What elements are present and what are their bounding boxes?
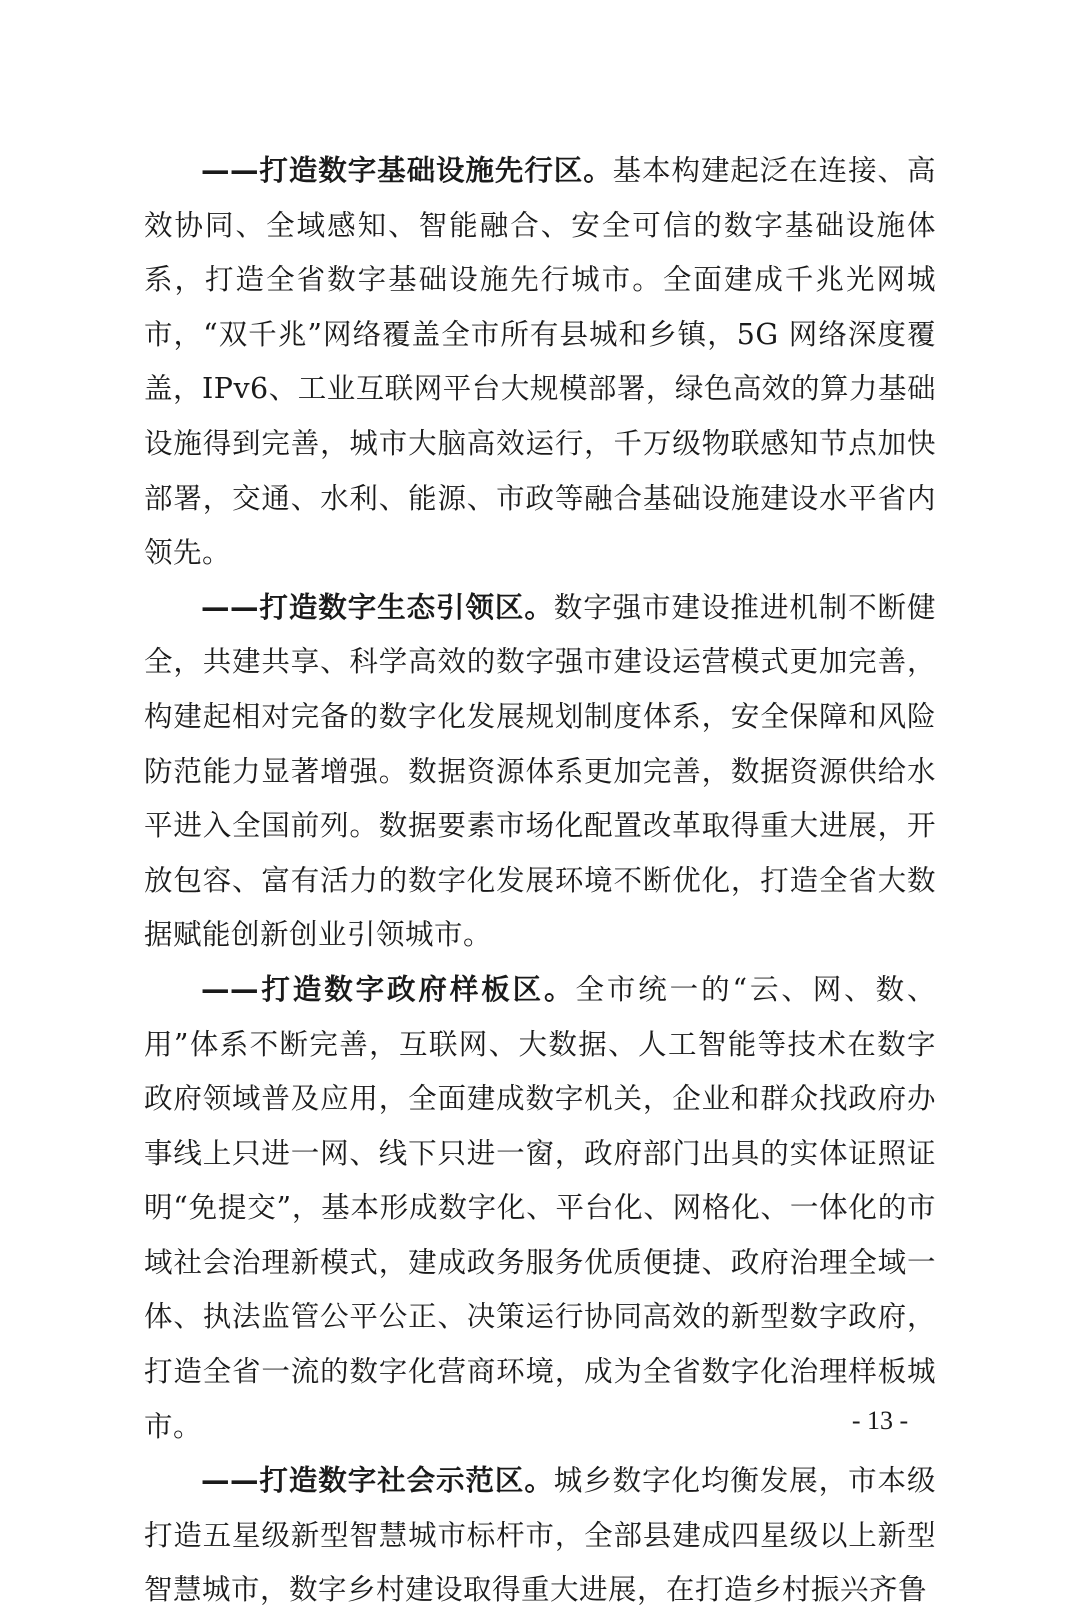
paragraph-body: 基本构建起泛在连接、高效协同、全域感知、智能融合、安全可信的数字基础设施体系，打造全省数字基础设施先行城市。全面建成千兆光网城市，“双千兆”网络覆盖全市所有县城和乡镇，5G 网络深度覆盖，IPv6、工业互联网平台大规模部署，绿色高效的算力基础设施得到完善，城市大脑高效运行，千万级物联感知节点加快部署，交通、水利、能源、市政等融合基础设施建设水平省内领先。 — [144, 154, 936, 570]
paragraph-body: 全市统一的“云、网、数、用”体系不断完善，互联网、大数据、人工智能等技术在数字政府领域普及应用，全面建成数字机关，企业和群众找政府办事线上只进一网、线下只进一窗，政府部门出具的实体证照证明“免提交”，基本形成数字化、平台化、网格化、一体化的市域社会治理新模式，建成政务服务优质便捷、政府治理全域一体、执法监管公平公正、决策运行协同高效的新型数字政府，打造全省一流的数字化营商环境，成为全省数字化治理样板城市。 — [144, 972, 936, 1443]
paragraph-body: 数字强市建设推进机制不断健全，共建共享、科学高效的数字强市建设运营模式更加完善，构建起相对完备的数字化发展规划制度体系，安全保障和风险防范能力显著增强。数据资源体系更加完善，数据资源供给水平进入全国前列。数据要素市场化配置改革取得重大进展，开放包容、富有活力的数字化发展环境不断优化，打造全省大数据赋能创新创业引领城市。 — [144, 590, 936, 952]
paragraph-society — [144, 1454, 936, 1618]
page-number: - 13 - — [851, 1406, 909, 1435]
paragraph-heading: ——打造数字社会示范区。 — [201, 1464, 554, 1498]
paragraph-heading: ——打造数字基础设施先行区。 — [201, 154, 613, 187]
body-text — [144, 144, 936, 1618]
paragraph-heading: ——打造数字政府样板区。 — [201, 972, 576, 1006]
paragraph-heading: ——打造数字生态引领区。 — [201, 590, 554, 624]
paragraph-body: 城乡数字化均衡发展，市本级打造五星级新型智慧城市标杆市，全部县建成四星级以上新型智慧城市，数字乡村建设取得重大进展，在打造乡村振兴齐鲁 — [144, 1464, 936, 1607]
paragraph-ecosystem — [144, 581, 936, 963]
paragraph-infrastructure — [144, 144, 936, 581]
paragraph-government — [144, 963, 936, 1454]
